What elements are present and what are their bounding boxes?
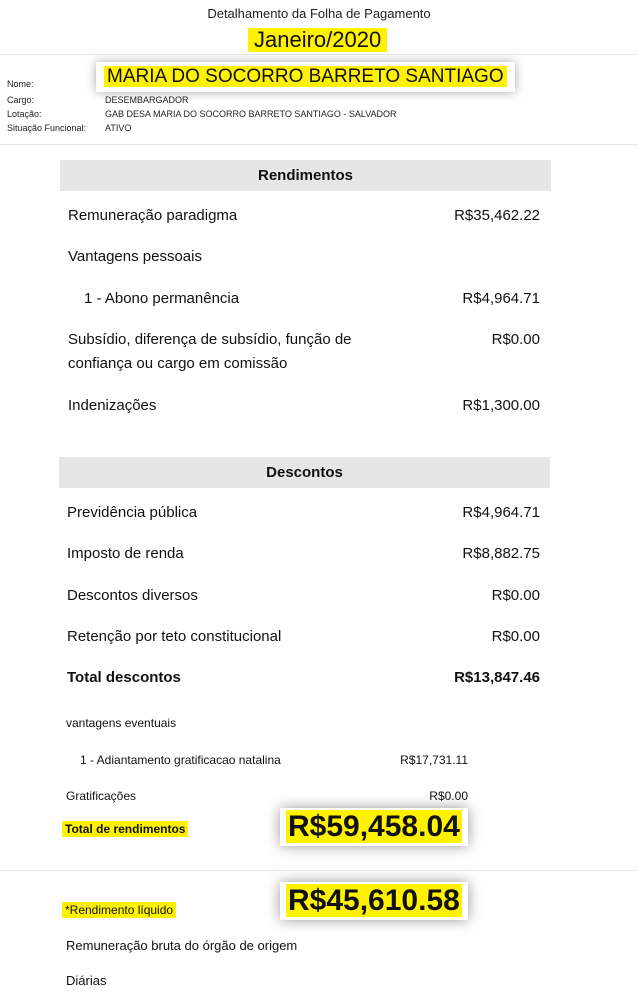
gratificacoes-value: R$0.00: [429, 789, 468, 803]
vantagens-pessoais-label: Vantagens pessoais: [68, 248, 202, 265]
indenizacoes-label: Indenizações: [68, 397, 157, 414]
total-descontos-label: Total descontos: [67, 669, 181, 686]
diarias-label: Diárias: [66, 973, 107, 988]
divider: [0, 870, 638, 871]
month-heading: Janeiro/2020: [248, 28, 387, 52]
situacao-value: ATIVO: [105, 123, 132, 133]
rendimento-liquido-label-wrap: [62, 903, 176, 917]
imposto-renda-label: Imposto de renda: [67, 545, 184, 562]
rendimento-liquido-label: *Rendimento líquido: [62, 902, 176, 918]
lotacao-value: GAB DESA MARIA DO SOCORRO BARRETO SANTIAGO - SALVADOR: [105, 109, 397, 119]
descontos-diversos-label: Descontos diversos: [67, 587, 198, 604]
situacao-label: Situação Funcional:: [7, 123, 87, 133]
cargo-label: Cargo:: [7, 95, 35, 105]
vantagens-eventuais-label: vantagens eventuais: [66, 716, 177, 730]
previdencia-label: Previdência pública: [67, 504, 198, 521]
abono-permanencia-value: R$4,964.71: [462, 290, 540, 307]
indenizacoes-value: R$1,300.00: [462, 397, 540, 414]
subsidio-label-line2: confiança ou cargo em comissão: [68, 355, 288, 372]
total-rendimentos-label-wrap: [62, 822, 188, 836]
previdencia-value: R$4,964.71: [462, 504, 540, 521]
remuneracao-paradigma-value: R$35,462.22: [454, 207, 540, 224]
subsidio-value: R$0.00: [491, 331, 540, 348]
name-label: Nome:: [7, 79, 34, 89]
employee-name: MARIA DO SOCORRO BARRETO SANTIAGO: [104, 66, 507, 87]
divider: [0, 144, 638, 145]
document-title: Detalhamento da Folha de Pagamento: [207, 6, 431, 21]
total-rendimentos-value: R$59,458.04: [288, 810, 460, 843]
rendimentos-header: Rendimentos: [60, 160, 551, 191]
total-rendimentos-box: [280, 808, 468, 846]
subsidio-label: Subsídio, diferença de subsídio, função de: [68, 331, 352, 348]
adiantamento-label: 1 - Adiantamento gratificacao natalina: [80, 753, 281, 767]
cargo-value: DESEMBARGADOR: [105, 95, 189, 105]
retencao-teto-label: Retenção por teto constitucional: [67, 628, 282, 645]
total-descontos-value: R$13,847.46: [454, 669, 540, 686]
abono-permanencia-label: 1 - Abono permanência: [84, 290, 240, 307]
retencao-teto-value: R$0.00: [491, 628, 540, 645]
rendimento-liquido-value: R$45,610.58: [288, 884, 460, 917]
descontos-diversos-value: R$0.00: [491, 587, 540, 604]
descontos-header: Descontos: [59, 457, 550, 488]
divider: [0, 54, 638, 55]
remuneracao-origem-label: Remuneração bruta do órgão de origem: [66, 938, 298, 953]
adiantamento-value: R$17,731.11: [400, 753, 468, 767]
imposto-renda-value: R$8,882.75: [462, 545, 540, 562]
employee-name-box: [96, 62, 515, 92]
rendimento-liquido-box: [280, 882, 468, 920]
total-rendimentos-label: Total de rendimentos: [62, 821, 188, 837]
gratificacoes-label: Gratificações: [66, 789, 137, 803]
remuneracao-paradigma-label: Remuneração paradigma: [68, 207, 238, 224]
lotacao-label: Lotação:: [7, 109, 42, 119]
